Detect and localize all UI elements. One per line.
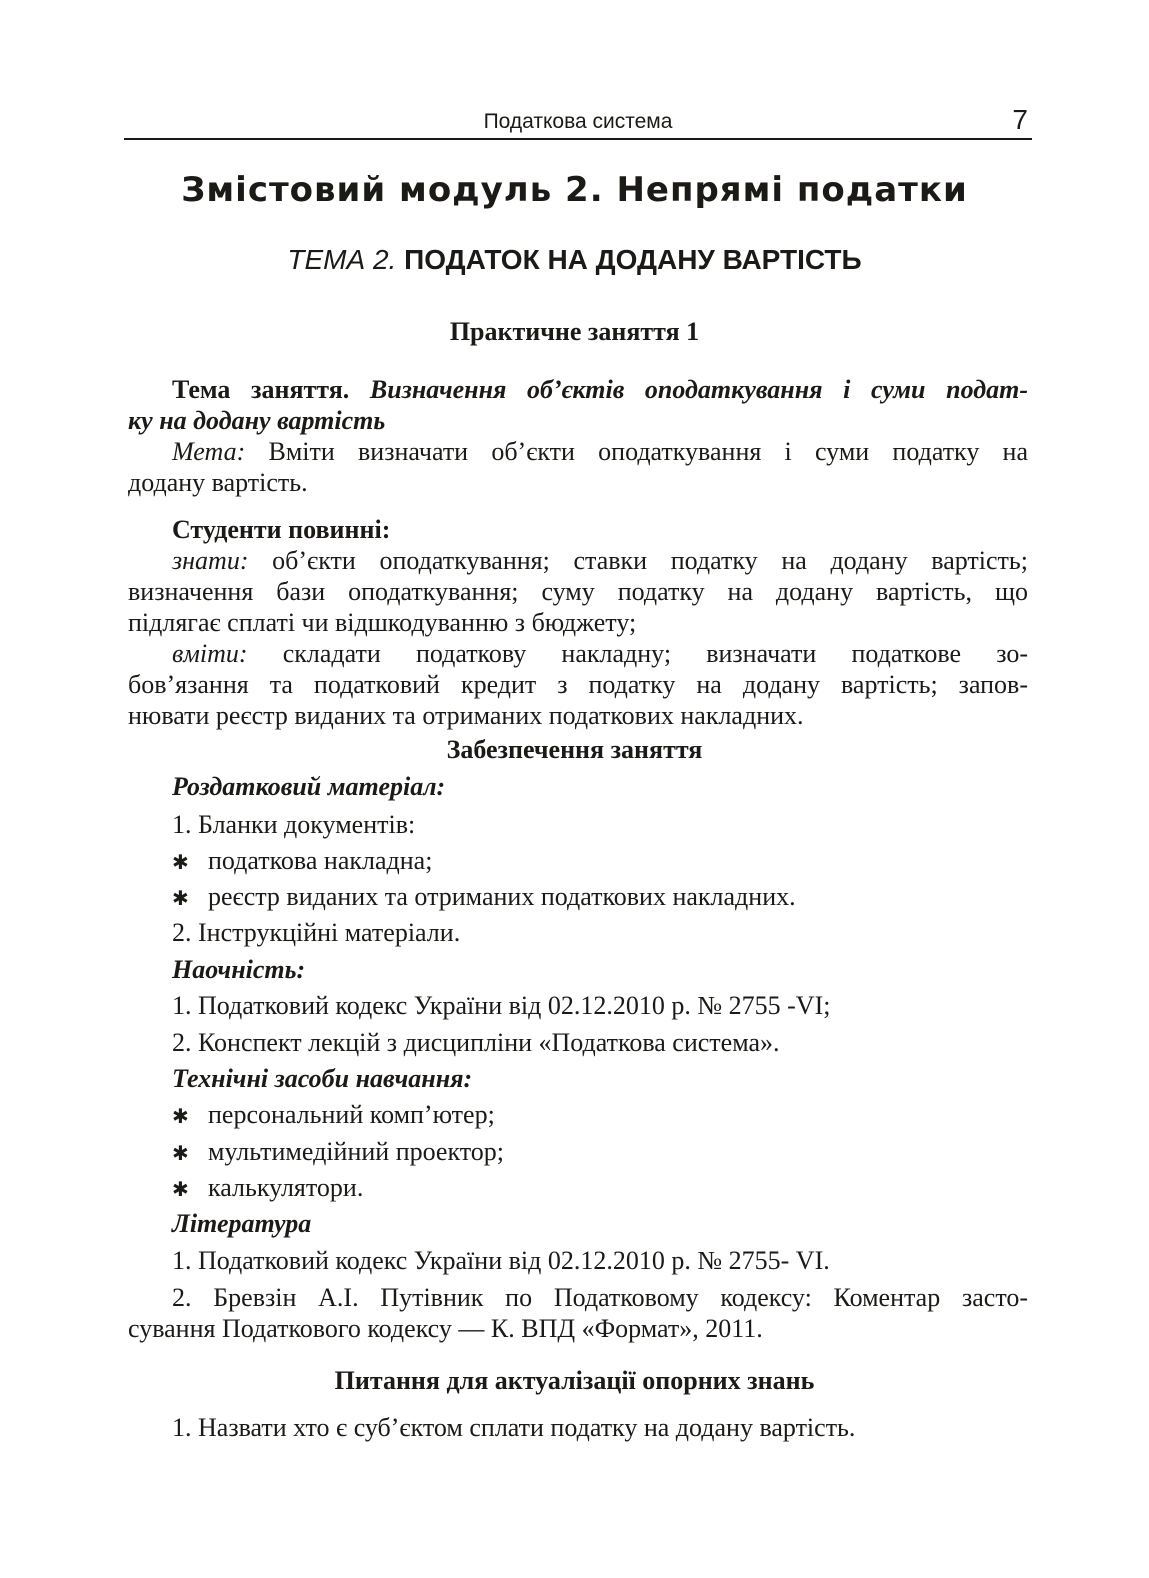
can-line2: бов’язання та податковий кредит з податку на додану вартість; запов- — [128, 670, 1028, 699]
can-text-part1: складати податкову накладну; визначати податкове зо- — [282, 639, 1028, 668]
list-item: 1. Назвати хто є суб’єктом сплати податку на додану вартість. — [172, 1413, 856, 1442]
module-title: Змістовий модуль 2. Непрямі податки — [181, 170, 968, 210]
know-line1 — [172, 545, 1028, 576]
practical-heading: Практичне заняття 1 — [449, 317, 700, 346]
handout-label: Роздатковий матеріал: — [172, 772, 446, 801]
can-line1 — [172, 638, 1028, 669]
list-item: ✱ персональний комп’ютер; — [172, 1099, 495, 1132]
can-line3: нювати реєстр виданих та отриманих податкових накладних. — [128, 701, 804, 730]
goal-label: Мета: — [172, 437, 246, 466]
tech-label: Технічні засоби навчання: — [172, 1064, 473, 1093]
list-item: 1. Бланки документів: — [172, 810, 416, 839]
know-label: знати: — [172, 546, 249, 575]
provision-heading: Забезпечення заняття — [446, 735, 703, 764]
lesson-title-line1 — [172, 374, 1028, 405]
topic-title — [0, 244, 1149, 276]
know-line2: визначення бази оподаткування; суму податку на додану вартість, що — [128, 577, 1028, 606]
list-item: ✱ податкова накладна; — [172, 845, 432, 878]
goal-line2: додану вартість. — [128, 468, 308, 497]
lesson-title-part1: Визначення об’єктів оподаткування і суми подат- — [369, 375, 1029, 404]
questions-heading: Питання для актуалізації опорних знань — [334, 1366, 815, 1395]
goal-line1 — [172, 436, 1028, 467]
asterisk-bullet-icon: ✱ — [172, 886, 189, 910]
running-header-title: Податкова система — [483, 110, 673, 133]
topic-name: ПОДАТОК НА ДОДАНУ ВАРТІСТЬ — [404, 244, 862, 275]
know-line3: підлягає сплаті чи відшкодуванню з бюджету; — [128, 608, 637, 637]
list-item: сування Податкового кодексу — К. ВПД «Формат», 2011. — [128, 1314, 763, 1343]
list-item: 2. Інструкційні матеріали. — [172, 918, 461, 947]
lesson-label: Тема заняття. — [172, 375, 350, 404]
list-item: ✱ реєстр виданих та отриманих податкових накладних. — [172, 881, 796, 914]
page-number: 7 — [1012, 104, 1028, 135]
know-text-part1: об’єкти оподаткування; ставки податку на додану вартість; — [272, 546, 1028, 575]
asterisk-bullet-icon: ✱ — [172, 850, 189, 874]
asterisk-bullet-icon: ✱ — [172, 1104, 189, 1128]
topic-prefix: ТЕМА 2. — [287, 244, 397, 275]
goal-text-part1: Вміти визначати об’єкти оподаткування і суми податку на — [268, 437, 1029, 466]
list-item: ✱ мультимедійний проектор; — [172, 1136, 504, 1169]
can-label: вміти: — [172, 639, 248, 668]
lesson-title-line2: ку на додану вартість — [128, 406, 386, 435]
running-header — [124, 104, 1032, 140]
list-item: 1. Податковий кодекс України від 02.12.2010 р. № 2755 -VI; — [172, 991, 831, 1020]
list-item: 2. Конспект лекцій з дисципліни «Податкова система». — [172, 1028, 780, 1057]
asterisk-bullet-icon: ✱ — [172, 1141, 189, 1165]
students-heading: Студенти повинні: — [172, 515, 391, 544]
literature-label: Література — [172, 1209, 312, 1238]
list-item: ✱ калькулятори. — [172, 1172, 363, 1205]
list-item: 1. Податковий кодекс України від 02.12.2010 р. № 2755- VI. — [172, 1246, 830, 1275]
asterisk-bullet-icon: ✱ — [172, 1177, 189, 1201]
list-item: 2. Бревзін А.І. Путівник по Податковому кодексу: Коментар засто- — [172, 1283, 1028, 1312]
visual-label: Наочність: — [172, 955, 306, 984]
